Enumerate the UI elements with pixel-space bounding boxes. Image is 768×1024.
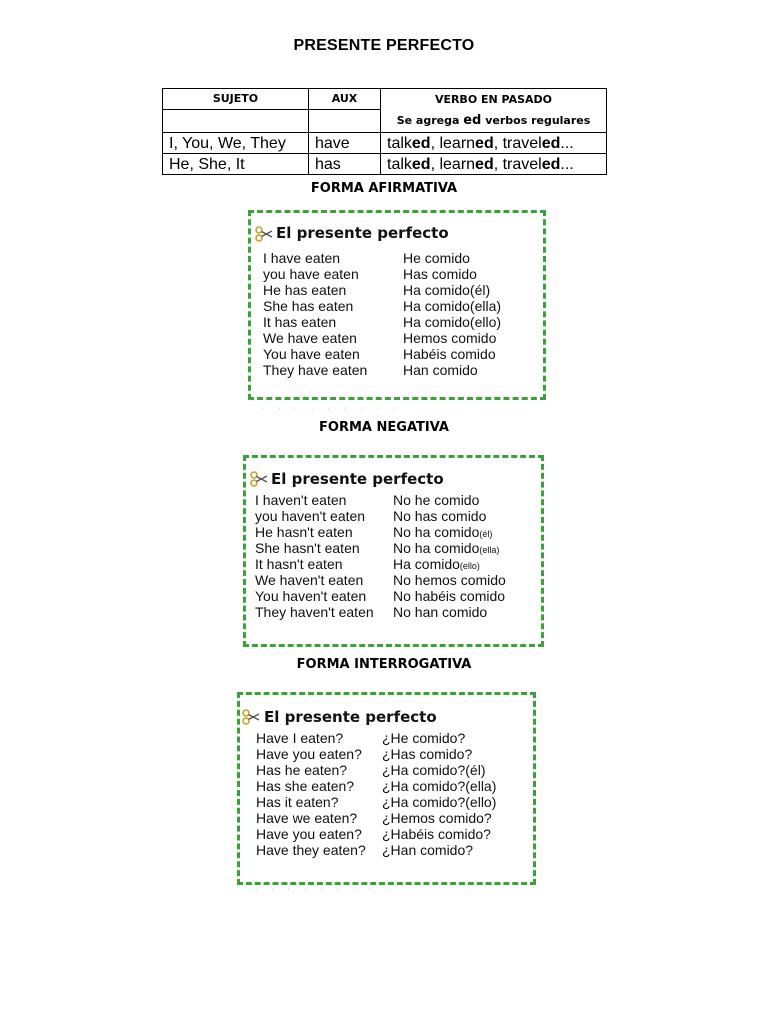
list-item: [256, 746, 532, 762]
card-interrogative: [237, 692, 536, 885]
english-form: She hasn't eaten: [255, 540, 360, 556]
english-form: Have you eaten?: [256, 746, 362, 762]
english-form: We have eaten: [263, 330, 357, 346]
header-verb-title: VERBO EN PASADO: [434, 93, 553, 106]
list-item: [263, 250, 533, 266]
list-item: [263, 314, 533, 330]
spanish-text: Hemos comido: [403, 330, 497, 346]
spanish-text: No hemos comido: [393, 572, 506, 588]
verb-sub-ed: ed: [463, 113, 482, 128]
english-form: We haven't eaten: [255, 572, 364, 588]
spanish-form: [382, 842, 473, 858]
header-verb-subtitle: [381, 113, 606, 128]
english-form: I haven't eaten: [255, 492, 347, 508]
spanish-form: [403, 282, 490, 298]
list-item: [256, 826, 532, 842]
spanish-text: Ha comido(él): [403, 282, 491, 298]
english-form: Has he eaten?: [256, 762, 348, 778]
spanish-text: Ha comido: [393, 556, 460, 572]
table-row: [163, 133, 607, 154]
verb-stem: travel: [502, 134, 542, 152]
verb-stem: talk: [387, 155, 412, 173]
verb-stem: learn: [439, 134, 476, 152]
cell-subject: I, You, We, They: [163, 133, 309, 154]
spanish-text: No ha comido: [393, 540, 480, 556]
list-item: [256, 762, 532, 778]
spanish-form: [382, 746, 472, 762]
spanish-text: No he comido: [393, 492, 480, 508]
pronoun-note: (él): [479, 529, 493, 539]
card-title: El presente perfecto: [276, 224, 449, 242]
page-title: PRESENTE PERFECTO: [293, 37, 475, 54]
rows-negative: [255, 492, 541, 620]
spanish-form: [403, 330, 496, 346]
english-form: Have they eaten?: [256, 842, 366, 858]
spanish-form: [403, 266, 477, 282]
verb-ending: ed: [411, 134, 431, 152]
english-form: Have I eaten?: [256, 730, 344, 746]
header-subject: SUJETO: [163, 89, 309, 110]
english-form: They have eaten: [263, 362, 368, 378]
list-item: [263, 282, 533, 298]
header-spacer-cell: [309, 109, 381, 132]
english-form: It has eaten: [263, 314, 337, 330]
spanish-text: No has comido: [393, 508, 487, 524]
verb-ending: ed: [475, 134, 494, 152]
english-form: He has eaten: [263, 282, 347, 298]
table-row: [163, 154, 607, 175]
cell-aux: have: [309, 133, 381, 154]
rows-interrogative: [256, 730, 532, 858]
list-item: [255, 572, 541, 588]
verb-ending: ed: [541, 155, 561, 173]
conjugation-table: [162, 88, 607, 175]
list-item: [255, 556, 541, 572]
spanish-text: No ha comido: [393, 524, 480, 540]
list-item: [256, 794, 532, 810]
spanish-form: [403, 298, 501, 314]
spanish-form: [393, 508, 486, 524]
card-title: El presente perfecto: [264, 708, 437, 726]
spanish-form: [382, 810, 492, 826]
verb-ending: ed: [541, 134, 561, 152]
spanish-text: Han comido: [403, 362, 478, 378]
list-item: [255, 508, 541, 524]
english-form: They haven't eaten: [255, 604, 374, 620]
spanish-text: ¿Habéis comido?: [382, 826, 491, 842]
spanish-text: Ha comido(ello): [403, 314, 502, 330]
spanish-text: ¿Hemos comido?: [382, 810, 492, 826]
section-affirmative: FORMA AFIRMATIVA: [310, 181, 458, 196]
card-negative: [243, 455, 544, 647]
english-form: It hasn't eaten: [255, 556, 343, 572]
verb-ending: ed: [411, 155, 431, 173]
verb-stem: talk: [387, 134, 412, 152]
cell-verbs: talked, learned, traveled...: [381, 133, 607, 154]
spanish-form: [393, 604, 487, 620]
verb-sub-pre: Se agrega: [396, 114, 460, 127]
card-title: El presente perfecto: [271, 470, 444, 488]
spanish-form: [382, 794, 496, 810]
english-form: I have eaten: [263, 250, 341, 266]
cell-subject: He, She, It: [163, 154, 309, 175]
spanish-text: Has comido: [403, 266, 477, 282]
spanish-form: [393, 588, 505, 604]
list-item: [255, 604, 541, 620]
scissors-icon: [250, 471, 268, 487]
section-interrogative: FORMA INTERROGATIVA: [296, 657, 472, 672]
list-item: [256, 778, 532, 794]
english-form: You haven't eaten: [255, 588, 367, 604]
list-item: [263, 298, 533, 314]
list-item: [256, 842, 532, 858]
cell-verbs: talked, learned, traveled...: [381, 154, 607, 175]
english-form: you have eaten: [263, 266, 359, 282]
verb-stem: travel: [502, 155, 542, 173]
pronoun-note: (ella): [479, 545, 500, 555]
spanish-text: No han comido: [393, 604, 488, 620]
spanish-text: ¿Ha comido?(él): [382, 762, 486, 778]
spanish-form: [403, 346, 496, 362]
dotted-line: ·········: [262, 405, 409, 412]
spanish-form: [382, 826, 491, 842]
english-form: You have eaten: [263, 346, 360, 362]
english-form: Has she eaten?: [256, 778, 355, 794]
verb-stem: learn: [439, 155, 476, 173]
header-aux: AUX: [309, 89, 381, 110]
list-item: [263, 330, 533, 346]
pronoun-note: (ello): [459, 561, 480, 571]
spanish-text: ¿Ha comido?(ello): [382, 794, 497, 810]
english-form: Have you eaten?: [256, 826, 362, 842]
cell-aux: has: [309, 154, 381, 175]
spanish-text: Habéis comido: [403, 346, 496, 362]
spanish-form: [403, 250, 470, 266]
spanish-text: ¿He comido?: [382, 730, 466, 746]
spanish-form: [382, 762, 485, 778]
english-form: you haven't eaten: [255, 508, 366, 524]
dotted-line: ·········: [255, 886, 402, 893]
verb-ending: ed: [475, 155, 494, 173]
english-form: Has it eaten?: [256, 794, 339, 810]
english-form: Have we eaten?: [256, 810, 358, 826]
spanish-form: [393, 492, 479, 508]
scissors-icon: [255, 226, 273, 242]
list-item: [256, 810, 532, 826]
spanish-text: ¿Ha comido?(ella): [382, 778, 497, 794]
table-header-row: [163, 89, 607, 110]
list-item: [263, 362, 533, 378]
spanish-text: ¿Han comido?: [382, 842, 474, 858]
verb-sub-post: verbos regulares: [485, 114, 591, 127]
list-item: [255, 540, 541, 556]
spanish-text: Ha comido(ella): [403, 298, 502, 314]
header-verb: [381, 89, 607, 133]
spanish-form: [382, 730, 465, 746]
list-item: [255, 524, 541, 540]
english-form: She has eaten: [263, 298, 354, 314]
spanish-text: No habéis comido: [393, 588, 506, 604]
scissors-icon: [242, 709, 260, 725]
spanish-form: [403, 314, 501, 330]
rows-affirmative: [263, 250, 533, 378]
list-item: [263, 346, 533, 362]
list-item: [263, 266, 533, 282]
spanish-form: [403, 362, 478, 378]
card-affirmative: [248, 210, 546, 400]
list-item: [255, 492, 541, 508]
spanish-form: [393, 572, 506, 588]
list-item: [255, 588, 541, 604]
spanish-form: [382, 778, 496, 794]
spanish-text: ¿Has comido?: [382, 746, 473, 762]
section-negative: FORMA NEGATIVA: [319, 420, 449, 435]
spanish-text: He comido: [403, 250, 470, 266]
list-item: [256, 730, 532, 746]
english-form: He hasn't eaten: [255, 524, 353, 540]
header-spacer-cell: [163, 109, 309, 132]
